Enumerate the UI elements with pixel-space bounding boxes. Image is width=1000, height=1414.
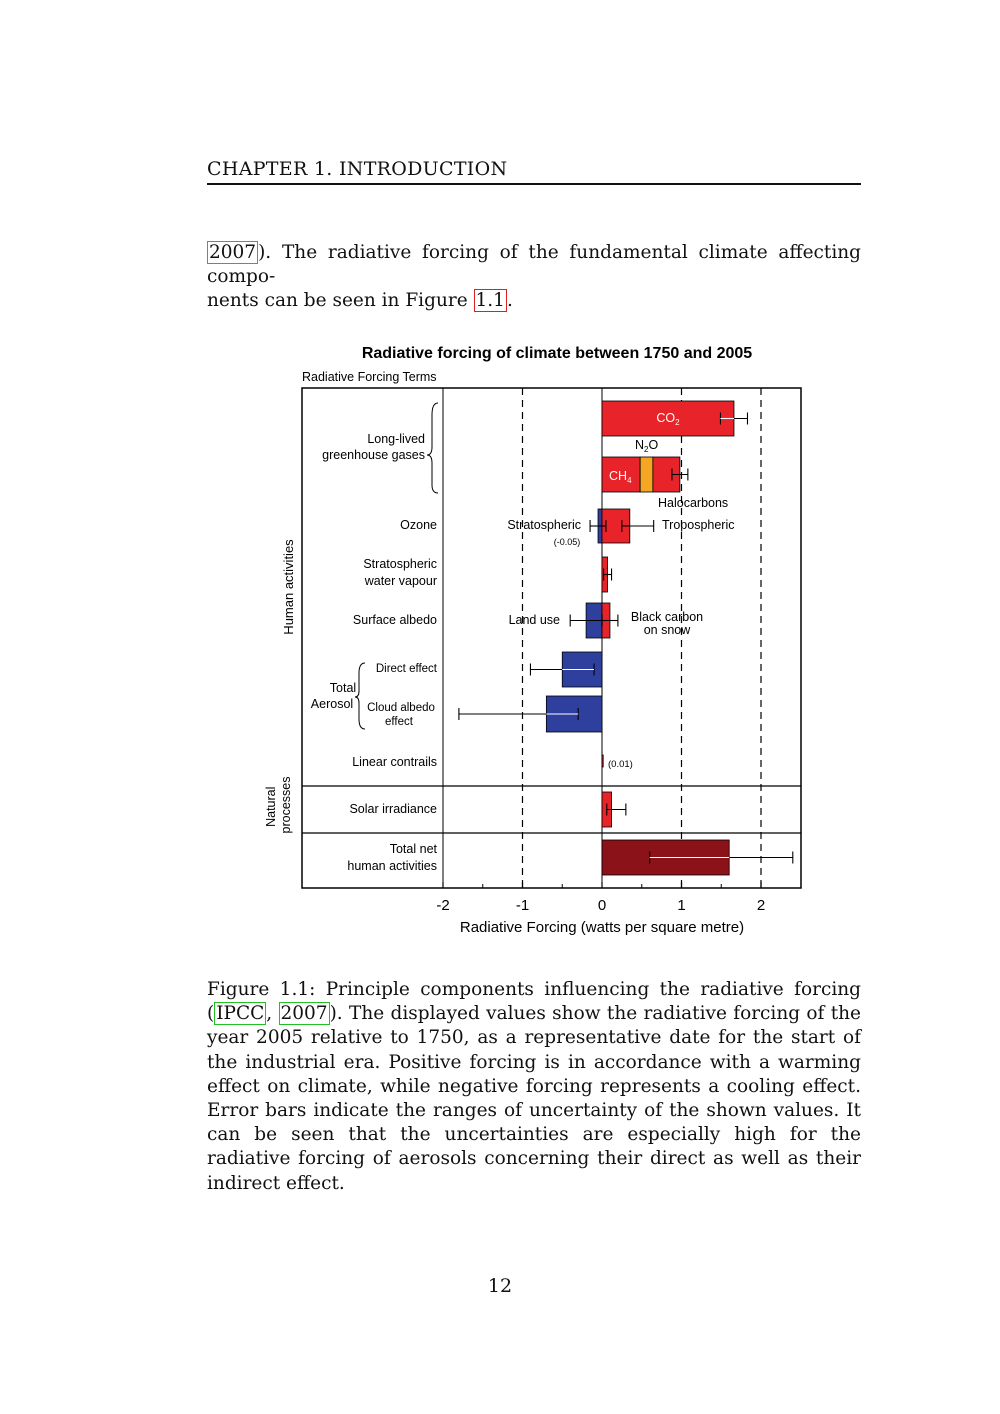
intro-paragraph xyxy=(207,241,861,313)
tick-layer xyxy=(436,882,765,914)
page-number: 12 xyxy=(487,1275,513,1297)
intro-line-1 xyxy=(207,241,861,289)
intro-text-2: nents can be seen in Figure xyxy=(207,290,474,311)
label-ghg-2: greenhouse gases xyxy=(322,448,425,462)
terms-heading: Radiative Forcing Terms xyxy=(302,370,437,384)
label-cloud-2: effect xyxy=(385,716,413,728)
caption-cite-year[interactable]: 2007 xyxy=(280,1003,328,1025)
label-aerosol-2: Aerosol xyxy=(310,697,354,711)
label-strat-water-1: Stratospheric xyxy=(363,557,437,571)
label-cloud-1: Cloud albedo xyxy=(367,702,435,714)
label-total-2: human activities xyxy=(347,859,437,873)
label-ozone: Ozone xyxy=(400,518,437,532)
stratospheric-label: Stratospheric xyxy=(507,518,581,532)
label-direct: Direct effect xyxy=(375,663,437,675)
tick-label-1: 1 xyxy=(677,897,686,914)
caption-cite-sep: , xyxy=(266,1003,279,1025)
intro-line-2 xyxy=(207,289,861,313)
tick-label-2: 2 xyxy=(756,897,766,914)
figure-caption xyxy=(207,978,861,1196)
caption-suffix: ). The displayed values show the radiative forcing of the year 2005 relative to 1750, as a representative date for the start of the industrial era. Positive forcing is in accordance with a warming effect on climate, while negative forcing represents a cooling effect. Error bars indicate the ranges of uncertainty of the shown values. It can be seen that the uncertainties are especially high for the radiative forcing of aerosols concerning their direct as well as their indirect effect. xyxy=(207,1003,861,1194)
bar-contrails xyxy=(602,755,603,767)
n2o-label: $N_2O$ xyxy=(635,438,659,454)
co2-label: $CO_2$ xyxy=(656,411,680,427)
strat-value-label: (-0.05) xyxy=(553,537,581,547)
halocarbons-label: Halocarbons xyxy=(658,496,729,510)
caption-prefix: Figure 1.1: Principle components influencing the radiative forcing ( xyxy=(207,979,861,1025)
bar-n2o xyxy=(640,457,653,492)
intro-text-1: ). The radiative forcing of the fundamental climate affecting compo- xyxy=(207,242,861,287)
x-axis-label: Radiative Forcing (watts per square metre) xyxy=(459,919,745,936)
aerosol-brace xyxy=(355,663,365,729)
group-label-natural-2: processes xyxy=(279,776,293,834)
black-carbon-label-1: Black carbon xyxy=(630,610,704,624)
land-use-label: Land use xyxy=(508,613,560,627)
caption-cite-author[interactable]: IPCC xyxy=(216,1003,265,1025)
ch4-label: $CH_4$ xyxy=(609,469,632,485)
citation-link[interactable]: 2007 xyxy=(209,242,257,263)
group-label-human: Human activities xyxy=(281,539,296,635)
figure-ref-link[interactable]: 1.1 xyxy=(475,290,505,311)
group-label-natural-1: Natural xyxy=(264,786,278,827)
radiative-forcing-figure xyxy=(255,335,815,945)
black-carbon-label-2: on snow xyxy=(643,623,691,637)
label-strat-water-2: water vapour xyxy=(364,574,437,588)
group-label-natural xyxy=(264,777,293,834)
contrails-value-label: (0.01) xyxy=(608,759,633,770)
header-rule xyxy=(207,183,861,185)
tick-label--1: -1 xyxy=(515,897,530,914)
label-albedo: Surface albedo xyxy=(352,613,437,627)
bars-layer xyxy=(546,401,734,875)
radiative-forcing-chart xyxy=(255,335,815,945)
label-solar: Solar irradiance xyxy=(349,802,437,816)
chart-title: Radiative forcing of climate between 1750 and 2005 xyxy=(361,345,753,362)
ghg-brace xyxy=(427,403,438,493)
label-contrails: Linear contrails xyxy=(352,755,437,769)
intro-text-3: . xyxy=(506,290,513,311)
running-header: CHAPTER 1. INTRODUCTION xyxy=(207,158,508,180)
tick-label-0: 0 xyxy=(597,897,607,914)
label-aerosol-1: Total xyxy=(329,681,357,695)
label-ghg-1: Long-lived xyxy=(367,432,425,446)
label-total-1: Total net xyxy=(389,842,437,856)
tick-label--2: -2 xyxy=(436,897,450,914)
tropospheric-label: Tropospheric xyxy=(662,518,735,532)
